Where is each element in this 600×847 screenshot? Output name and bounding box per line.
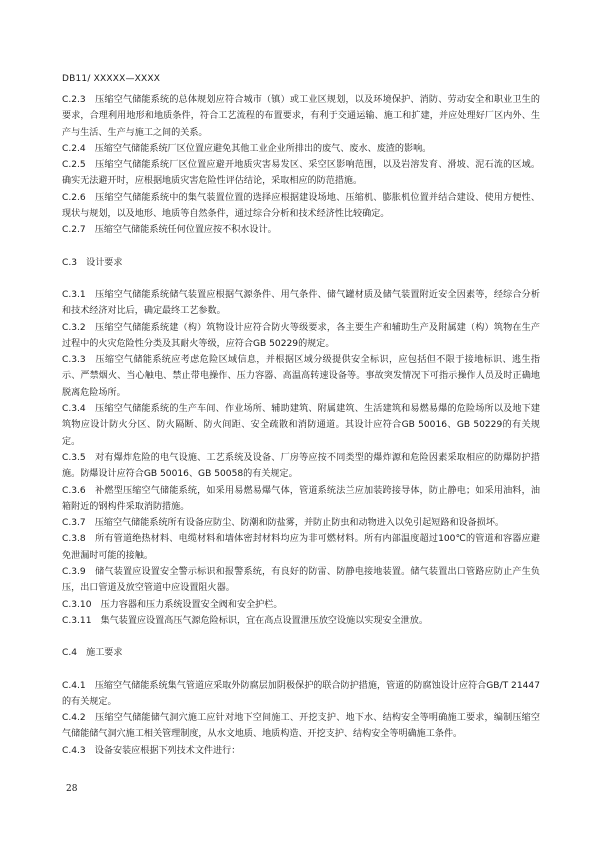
clause-c-2-6: C.2.6 压缩空气储能系统中的集气装置位置的选择应根据建设场地、压缩机、膨胀机位置并结合建设、使用方便性、现状与规划，以及地形、地质等自然条件，通过综合分析和技术经济性比较确定。 xyxy=(62,192,540,220)
clause-c-3-11: C.3.11 集气装置应设置高压气源危险标识，宜在高点设置泄压放空设施以实现安全泄放。 xyxy=(62,615,428,626)
clause-c-3-4: C.3.4 压缩空气储能系统的生产车间、作业场所、辅助建筑、附属建筑、生活建筑和易燃易爆的危险场所以及地下建筑物应设计防火分区、防火隔断、防火间距、安全疏散和消防通道。其设计应符合GB 50016、GB 50229的有关规定。 xyxy=(62,404,540,447)
document-body xyxy=(62,92,540,759)
clause-c-3-6: C.3.6 补燃型压缩空气储能系统，如采用易燃易爆气体，管道系统法兰应加装跨接导体，防止静电；如采用油料，油箱附近的钢构件采取消防措施。 xyxy=(62,485,540,512)
clause-c-3-10: C.3.10 压力容器和压力系统设置安全阀和安全护栏。 xyxy=(62,599,283,610)
clause-c-2-7: C.2.7 压缩空气储能系统任何位置应按不积水设计。 xyxy=(62,225,277,236)
spacer xyxy=(62,271,540,287)
spacer xyxy=(62,629,540,645)
clause-c-2-4: C.2.4 压缩空气储能系统厂区位置应避免其他工业企业所排出的废气、废水、废渣的影响。 xyxy=(62,143,432,154)
clause-c-4-2: C.4.2 压缩空气储能储气洞穴施工应针对地下空间施工、开挖支护、地下水、结构安全等明确施工要求，编制压缩空气储能储气洞穴施工相关管理制度，从水文地质、地质构造、开挖支护、结构安全等明确施工条件。 xyxy=(62,713,540,740)
clause-c-3-8: C.3.8 所有管道绝热材料、电缆材料和墙体密封材料均应为非可燃材料。所有内部温度超过100℃的管道和容器应避免泄漏时可能的接触。 xyxy=(62,534,540,561)
page-number: 28 xyxy=(66,784,78,794)
section-heading-c-4: C.4 施工要求 xyxy=(62,648,123,659)
clause-c-2-5: C.2.5 压缩空气储能系统厂区位置应避开地质灾害易发区、采空区影响范围，以及岩溶发育、滑坡、泥石流的区域。确实无法避开时，应根据地质灾害危险性评估结论，采取相应的防范措施。 xyxy=(62,160,540,187)
document-code: DB11/ XXXXX—XXXX xyxy=(62,74,161,84)
section-heading-c-3: C.3 设计要求 xyxy=(62,257,123,268)
spacer xyxy=(62,239,540,255)
clause-c-4-3: C.4.3 设备安装应根据下列技术文件进行： xyxy=(62,745,241,756)
clause-c-3-5: C.3.5 对有爆炸危险的电气设施、工艺系统及设备、厂房等应按不同类型的爆炸源和危险因素采取相应的防爆防护措施。防爆设计应符合GB 50016、GB 50058的有关规定。 xyxy=(62,452,540,480)
clause-c-4-1: C.4.1 压缩空气储能系统集气管道应采取外防腐层加阴极保护的联合防护措施，管道的防腐蚀设计应符合GB/T 21447的有关规定。 xyxy=(62,680,540,707)
clause-c-3-3: C.3.3 压缩空气储能系统应考虑危险区域信息，并根据区域分级提供安全标识，应包括但不限于接地标识、逃生指示、严禁烟火、当心触电、禁止带电操作、压力容器、高温高转速设备等。事故突发情况下可指示操作人员及时正确地脱离危险场所。 xyxy=(62,355,540,398)
clause-c-3-9: C.3.9 储气装置应设置安全警示标识和报警系统，有良好的防雷、防静电接地装置。储气装置出口管路应防止产生负压，出口管道及放空管道中应设置阻火器。 xyxy=(62,567,540,594)
clause-c-3-7: C.3.7 压缩空气储能系统所有设备应防尘、防潮和防盐雾，并防止防虫和动物进入以免引起短路和设备损坏。 xyxy=(62,518,505,529)
spacer xyxy=(62,662,540,678)
clause-c-3-1: C.3.1 压缩空气储能系统储气装置应根据气源条件、用气条件、储气罐材质及储气装置附近安全因素等，经综合分析和技术经济对比后，确定最终工艺参数。 xyxy=(62,289,540,317)
clause-c-3-2: C.3.2 压缩空气储能系统建（构）筑物设计应符合防火等级要求，各主要生产和辅助生产及附属建（构）筑物在生产过程中的火灾危险性分类及其耐火等级，应符合GB 50229的规定。 xyxy=(62,322,540,349)
clause-c-2-3: C.2.3 压缩空气储能系统的总体规划应符合城市（镇）或工业区规划，以及环境保护、消防、劳动安全和职业卫生的要求，合理利用地形和地质条件，符合工艺流程的布置要求，有利于交通运输、施工和扩建，并应处理好厂区内外、生产与生活、生产与施工之间的关系。 xyxy=(62,95,540,138)
